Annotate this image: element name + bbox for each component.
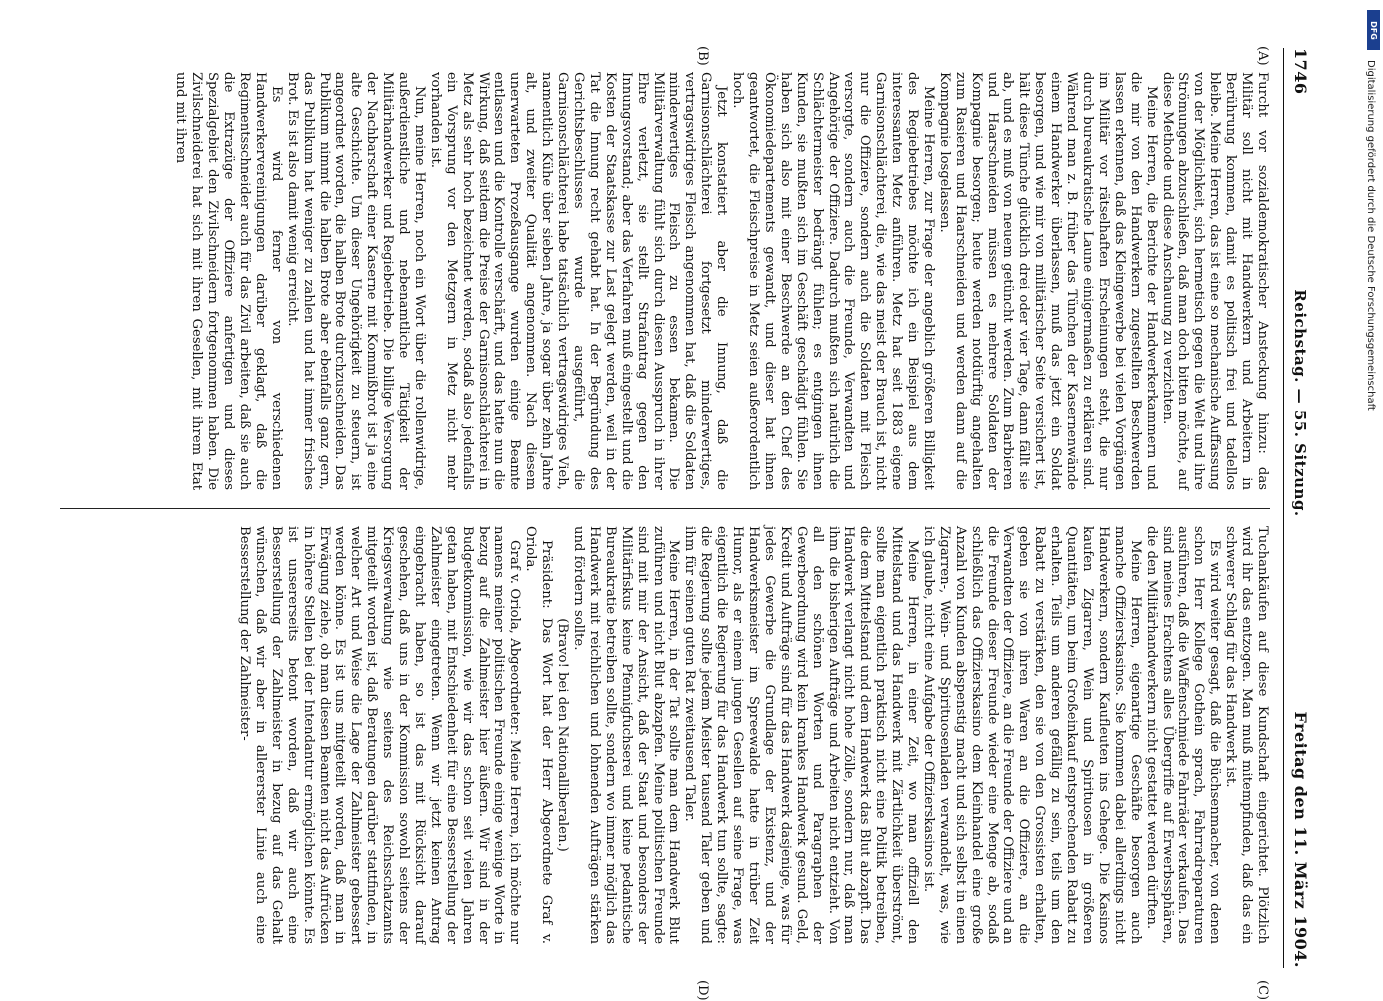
page-number: 1746 bbox=[1291, 48, 1310, 95]
applause-note: (Bravo! bei den Nationalliberalen.) bbox=[555, 618, 571, 852]
paragraph: Meine Herren, in der Tat sollte man dem Handwerk Blut zuführen und nicht Blut abzapfen. Meine politischen Freunde sind mit mir der Ansicht, daß der Staat und besonders der Militärfiskus keine Pfennigfuchserei und keine pedantische Bureaukratie betreiben sollte, sondern wo immer möglich das Handwerk mit reichlichen und lohnenden Aufträgen stärken und fördern sollte. bbox=[571, 526, 682, 944]
rotated-document bbox=[40, 46, 1310, 1001]
margin-mark-c: (C) bbox=[1255, 980, 1270, 1001]
digitization-credit: Digitalisierung gefördert durch die Deutsche Forschungsgemeinschaft bbox=[1365, 60, 1376, 411]
column-divider bbox=[60, 508, 1270, 509]
page-header bbox=[1284, 48, 1310, 968]
dfg-logo-badge bbox=[1367, 10, 1380, 50]
paragraph: Furcht vor sozialdemokratischer Ansteckung hinzu: das Militär soll nicht mit Handwerkern und Arbeitern in Berührung kommen, damit es politisch frei und tadellos bleibe. Meine Herren, das ist eine so mechanische Auffassung von der Möglichkeit, sich hermetisch gegen die Welt und ihre Strömungen abzuschließen, daß man doch bitten möchte, auf diese Methode und diese Anschauung zu verzichten. bbox=[1159, 72, 1270, 490]
paragraph: Nun, meine Herren, noch ein Wort über die rollenwidrige, außerdienstliche und nebenamtliche Tätigkeit der Militärhandwerker und Regiebetriebe. Die billige Versorgung der Nachbarschaft einer Kaserne mit Kommißbrot ist ja eine alte Geschichte. Um dieser Ungehörigkeit zu steuern, ist angeordnet worden, die halben Brote durchzuschneiden. Das Publikum nimmt die halben Brote aber ebenfalls ganz gern, das Publikum hat weniger zu zahlen und hat immer frisches Brot. Es ist also damit wenig erreicht. bbox=[284, 72, 427, 490]
header-rule bbox=[1283, 48, 1284, 968]
dfg-badge-text: DFG bbox=[1369, 20, 1379, 40]
right-column bbox=[236, 526, 1270, 944]
paragraph: Jetzt konstatiert aber die Innung, daß die Garnisonschlächterei fortgesetzt minderwertiges, vertragswidriges Fleisch angenommen hat, daß die Soldaten minderwertiges Fleisch zu essen bekamen. Die Militärverwaltung fühlt sich durch diesen Ausspruch in ihrer Ehre verletzt, sie stellt Strafantrag gegen den Innungsvorstand; aber das Verfahren muß eingestellt und die Kosten der Staatskasse zur Last gelegt werden, weil in der Tat die Innung recht gehabt hat. In der Begründung des Gerichtsbeschlusses wurde ausgeführt, die Garnisonschlächterei habe tatsächlich vertragswidriges Vieh, namentlich Kühe über sieben Jahre, ja sogar über zehn Jahre alt, und zweiter Qualität angenommen. Nach diesem unerwarteten Prozeßausgange wurden einige Beamte entlassen und die Kontrolle verschärft, und das hatte nun die Wirkung, daß seitdem die Preise der Garnisonschlächterei in Metz als sehr hoch bezeichnet werden, sodaß also jedenfalls ein Vorsprung vor den Metzgern in Metz nicht mehr vorhanden ist. bbox=[427, 72, 730, 490]
president-line: Präsident: Das Wort hat der Herr Abgeordnete Graf v. Oriola. bbox=[523, 526, 555, 944]
paragraph: Meine Herren, zur Frage der angeblich größeren Billigkeit des Regiebetriebes möchte ich ein Beispiel aus dem interessanten Metz anführen. Metz hat seit 1883 eigene Garnisonschlächterei, die, wie das meist der Brauch ist, nicht nur die Offiziere, sondern auch die Soldaten mit Fleisch versorgte, sondern auch die Freunde, Verwandten und Angehörige der Offiziere. Dadurch mußten sich natürlich die Schlächtermeister bedrängt fühlen; es entgingen ihnen Kunden, sie mußten sich im Geschäft geschädigt fühlen. Sie haben sich also mit einer Beschwerde an den Chef des Ökonomiedepartements gewandt, und dieser hat ihnen geantwortet, die Fleischpreise in Metz seien außerordentlich hoch. bbox=[730, 72, 936, 490]
session-date: Freitag den 11. März 1904. bbox=[1291, 711, 1310, 968]
paragraph: Graf v. Oriola, Abgeordneter: Meine Herren, ich möchte nur namens meiner politischen Freunde einige wenige Worte in bezug auf die Zahlmeister hier äußern. Wir sind in der Budgetkommission, wie wir das schon seit vielen Jahren getan haben, mit Entschiedenheit für eine Besserstellung der Zahlmeister eingetreten. Wenn wir jetzt keinen Antrag eingebracht haben, so ist das mit Rücksicht darauf geschehen, daß uns in der Kommission sowohl seitens der Kriegsverwaltung wie seitens des Reichsschatzamts mitgeteilt worden ist, daß Beratungen darüber stattfinden, in welcher Art und Weise die Lage der Zahlmeister gebessert werden könne. Es ist uns mitgeteilt worden, daß man in Erwägung ziehe, ob man diesen Beamten nicht das Aufrücken in höhere Stellen bei der Intendantur ermöglichen könnte. Es ist unsererseits betont worden, daß wir auch eine Besserstellung der Zahlmeister in bezug auf das Gehalt wünschen, daß wir aber in allererster Linie auch eine Besserstellung der Zahlmeister- bbox=[237, 526, 523, 944]
paragraph: Es wird ferner von verschiedenen Handwerkervereinigungen darüber geklagt, daß die Regimentsschneider auch für das Zivil arbeiten, daß sie auch die Extrazüge der Offiziere anfertigen und dieses Spezialgebiet den Zivilschneidern fortgenommen haben. Die Zivilschneiderei hat sich mit ihren Gesellen, mit ihrem Etat und mit ihren bbox=[173, 72, 284, 490]
paragraph: Meine Herren, die Berichte der Handwerkerkammern und die mir von den Handwerkern zugestellten Beschwerden lassen erkennen, daß das Kleingewerbe bei vielen Vorgängen im Militär vor rätselhaften Erscheinungen steht, die nur durch bureaukratische Laune einigermaßen zu erklären sind. Während man z. B. früher das Tünchen der Kasernenwände einem Handwerker überlassen, muß das jetzt ein Soldat besorgen, und wie mir von militärischer Seite versichert ist, hält diese Tünche glücklich drei oder vier Tage, dann fällt sie ab, und es muß von neuem getüncht werden. Zum Barbieren und Haarschneiden müssen es mehrere Soldaten der Kompagnie besorgen; heute werden notdürftig angehalten zum Rasieren und Haarschneiden und werden dann auf die Kompagnie losgelassen. bbox=[936, 72, 1159, 490]
margin-mark-a: (A) bbox=[1255, 46, 1270, 66]
paragraph: Tuchankäufen auf diese Kundschaft eingerichtet. Plötzlich wird ihr das entzogen. Man muß mitempfinden, daß das ein schwerer Schlag für das Handwerk ist. bbox=[1223, 526, 1270, 944]
margin-mark-d: (D) bbox=[695, 980, 710, 1001]
paragraph: Es wird weiter gesagt, daß die Büchsenmacher, von denen schon Herr Kollege Gothein sprach, Fahrradreparaturen ausführen, daß die Waffenschmiede Fahrräder verkaufen. Das sind meines Erachtens alles Übergriffe auf Erwerbssphären, die den Militärhandwerkern nicht gestattet werden dürften. bbox=[1143, 526, 1223, 944]
session-title: Reichstag. — 55. Sitzung. bbox=[1291, 289, 1309, 517]
paragraph: Meine Herren, eigenartige Geschäfte besorgen auch manche Offizierskasinos. Sie kommen dabei allerdings nicht Handwerkern, sondern Kaufleuten ins Gehege. Die Kasinos kaufen Zigarren, Wein und Spirituosen in größeren Quantitäten, um beim Großeinkauf entsprechenden Rabatt zu erhalten. Teils um anderen gefällig zu sein, teils um den Rabatt zu verstärken, den sie von den Grossisten erhalten, geben sie von ihren Waren an die Offiziere, an die Verwandten der Offiziere, an die Freunde der Offiziere und an die Freunde dieser Freunde wieder eine Menge ab, sodaß schließlich das Offizierskasino dem Kleinhandel eine große Anzahl von Kunden abspenstig macht und sich selbst in einen Zigarren-, Wein- und Spirituosenladen verwandelt, was, wie ich glaube, nicht eine Aufgabe der Offizierskasinos ist. bbox=[920, 526, 1143, 944]
left-column bbox=[172, 72, 1270, 490]
margin-mark-b: (B) bbox=[695, 46, 710, 66]
paragraph: Meine Herren, in einer Zeit, wo man offiziell den Mittelstand und das Handwerk mit Zärtlichkeit überströmt, sollte man eigentlich praktisch nicht eine Politik betreiben, die dem Mittelstand und dem Handwerk das Blut abzapft. Das Handwerk verlangt nicht hohe Zölle, sondern nur, daß man ihm die bisherigen Aufträge und Arbeiten nicht entzieht. Von all den schönen Worten und Paragraphen der Gewerbeordnung wird kein krankes Handwerk gesund. Geld, Kredit und Aufträge sind für das Handwerk dasjenige, was für jedes Gewerbe die Grundlage der Existenz, und der Handwerksmeister im Spreewalde hatte in trüber Zeit Humor, als er einem jungen Gesellen auf seine Frage, was eigentlich die Regierung für das Handwerk tun sollte, sagte: die Regierung sollte jedem Meister tausend Taler geben und ihm für seinen guten Rat zweitausend Taler. bbox=[682, 526, 921, 944]
